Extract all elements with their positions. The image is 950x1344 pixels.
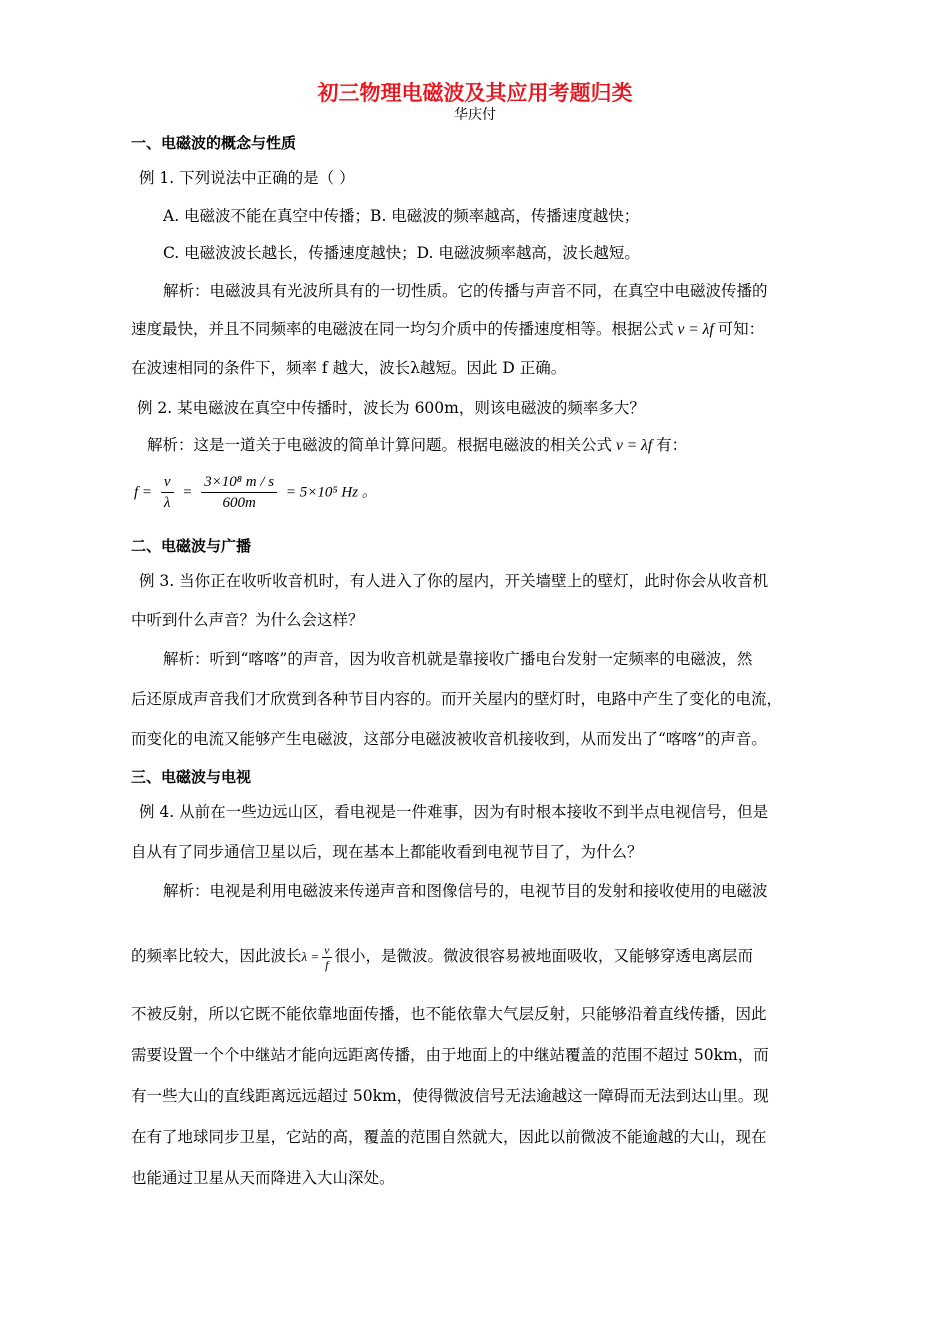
example-3-question-line-2: 中听到什么声音？为什么会这样？	[131, 611, 364, 629]
analysis-text: 速度最快，并且不同频率的电磁波在同一均匀介质中的传播速度相等。根据公式	[131, 320, 674, 338]
fraction-denominator: f	[325, 957, 329, 972]
example-1-analysis-line-3: 在波速相同的条件下，频率 f 越大，波长λ越短。因此 D 正确。	[131, 359, 567, 377]
section-3-heading: 三、电磁波与电视	[131, 768, 252, 786]
fraction-numerator: v	[161, 472, 174, 493]
fraction-denominator: 600m	[222, 495, 256, 511]
author-name: 华庆付	[454, 107, 496, 123]
analysis-text: 的频率比较大，因此波长	[131, 947, 302, 965]
fraction-denominator: λ	[163, 495, 171, 511]
analysis-text-end: 很小，是微波。微波很容易被地面吸收，又能够穿透电离层而	[334, 947, 754, 965]
example-3-analysis-line-2: 后还原成声音我们才欣赏到各种节目内容的。而开关屋内的壁灯时，电路中产生了变化的电流，	[131, 690, 783, 708]
example-2-calculation	[134, 472, 377, 513]
example-1-question: 例 1. 下列说法中正确的是（ ）	[139, 169, 355, 187]
fraction-numerator: 3×10⁸ m / s	[201, 472, 277, 493]
example-3-question-line-1: 例 3. 当你正在收听收音机时，有人进入了你的屋内，开关墙壁上的壁灯，此时你会从收音机	[139, 572, 769, 590]
example-4-analysis-line-5: 有一些大山的直线距离远远超过 50km，使得微波信号无法逾越这一障碍而无法到达山里。现	[131, 1087, 769, 1105]
fraction-speed-over-wavelength	[201, 472, 277, 513]
analysis-text-end: 有：	[656, 436, 688, 454]
example-4-analysis-line-4: 需要设置一个个中继站才能向远距离传播，由于地面上的中继站覆盖的范围不超过 50km，而	[131, 1046, 769, 1064]
example-2-question: 例 2. 某电磁波在真空中传播时，波长为 600m，则该电磁波的频率多大？	[137, 399, 645, 417]
document-title: 初三物理电磁波及其应用考题归类	[317, 81, 633, 105]
formula-v-lambda-f: v = λf	[677, 321, 714, 338]
example-4-analysis-line-7: 也能通过卫星从天而降进入大山深处。	[131, 1169, 395, 1187]
example-4-question-line-2: 自从有了同步通信卫星以后，现在基本上都能收看到电视节目了，为什么？	[131, 843, 643, 861]
formula-lambda-lhs: λ =	[301, 949, 320, 964]
example-3-analysis-line-3: 而变化的电流又能够产生电磁波，这部分电磁波被收音机接收到，从而发出了“喀喀”的声音。	[131, 730, 767, 748]
example-4-analysis-line-6: 在有了地球同步卫星，它站的高，覆盖的范围自然就大，因此以前微波不能逾越的大山，现在	[131, 1128, 767, 1146]
example-4-analysis-line-3: 不被反射，所以它既不能依靠地面传播，也不能依靠大气层反射，只能够沿着直线传播，因此	[131, 1005, 767, 1023]
fraction-v-over-f	[322, 943, 331, 972]
example-3-analysis-line-1: 解析：听到“喀喀”的声音，因为收音机就是靠接收广播电台发射一定频率的电磁波，然	[163, 650, 753, 668]
section-2-heading: 二、电磁波与广播	[131, 537, 252, 555]
example-4-analysis-line-1: 解析：电视是利用电磁波来传递声音和图像信号的，电视节目的发射和接收使用的电磁波	[163, 882, 768, 900]
section-1-heading: 一、电磁波的概念与性质	[131, 134, 297, 152]
example-4-question-line-1: 例 4. 从前在一些边远山区，看电视是一件难事，因为有时根本接收不到半点电视信号，但是	[139, 803, 769, 821]
example-1-analysis-line-1: 解析：电磁波具有光波所具有的一切性质。它的传播与声音不同，在真空中电磁波传播的	[163, 282, 768, 300]
calc-result: = 5×10⁵ Hz 。	[285, 484, 377, 501]
example-2-analysis	[147, 435, 687, 456]
equals-sign: =	[182, 484, 193, 501]
formula-v-lambda-f: v = λf	[616, 437, 653, 454]
example-1-analysis-line-2	[131, 319, 764, 340]
calc-lhs: f =	[134, 484, 153, 501]
fraction-v-over-lambda	[161, 472, 174, 513]
analysis-text: 解析：这是一道关于电磁波的简单计算问题。根据电磁波的相关公式	[147, 436, 613, 454]
fraction-numerator: v	[324, 942, 330, 957]
example-4-analysis-line-2	[131, 936, 753, 977]
example-1-options-cd: C. 电磁波波长越长，传播速度越快；D. 电磁波频率越高，波长越短。	[163, 244, 640, 262]
analysis-text-end: 可知：	[717, 320, 765, 338]
example-1-options-ab: A. 电磁波不能在真空中传播；B. 电磁波的频率越高，传播速度越快；	[163, 207, 640, 225]
